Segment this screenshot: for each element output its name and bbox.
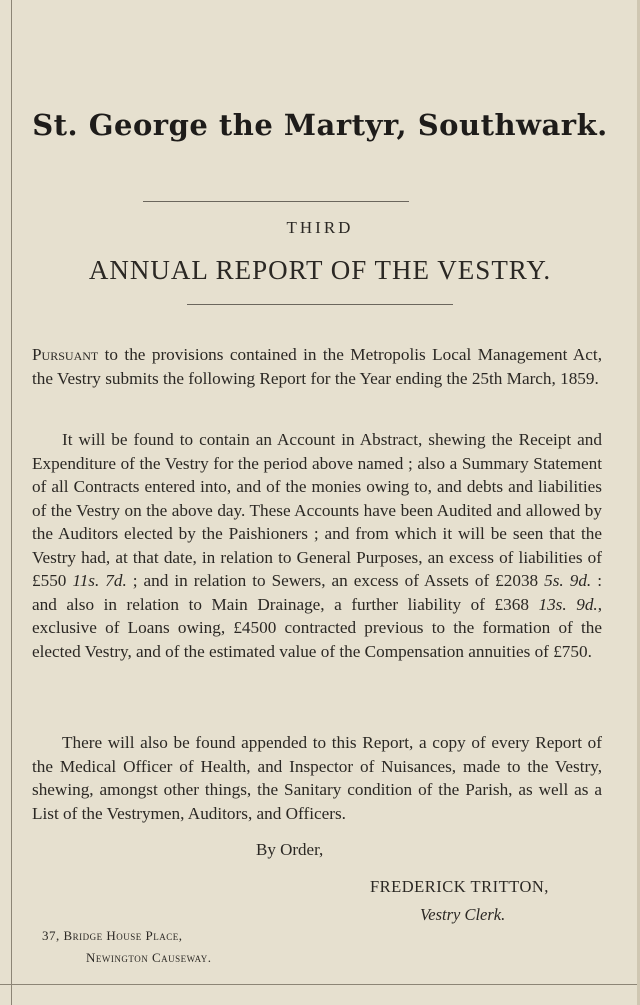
amount-shillings-1: 11s. [72, 571, 100, 590]
signatory-name: FREDERICK TRITTON, [370, 877, 549, 896]
report-ordinal: THIRD [286, 218, 354, 237]
page-left-border [11, 0, 12, 1005]
by-order-line: By Order, [256, 840, 324, 859]
page-bottom-border [0, 984, 640, 985]
parish-heading: St. George the Martyr, Southwark. [32, 108, 608, 142]
accounts-text-a: It will be found to contain an Account in Abstract, shewing the Receipt and Expenditure of the Vestry for the period above named ; also a Summary Statement of all Contracts entered into, and of the monies owing to, and debts and liabilities of the Vestry on the above day. These Accounts have been Audited and allowed by the Auditors elected by the Paishioners ; and from which it will be seen that the Vestry had, at that date, in relation to General Purposes, an excess of liabilities of £550 [32, 430, 602, 590]
amount-pence-1: 7d. [105, 571, 127, 590]
amount-shillings-2: 5s. [544, 571, 564, 590]
amount-pence-2: 9d. [569, 571, 592, 590]
report-title: ANNUAL REPORT OF THE VESTRY. [88, 255, 552, 285]
top-divider [143, 201, 409, 202]
amount-shillings-3: 13s. [538, 594, 567, 614]
amount-pence-3: 9d. [576, 594, 598, 614]
accounts-text-c: : and also in relation to Main Drainage, a further liability of £368 [32, 571, 602, 614]
address-line-2: Newington Causeway. [86, 950, 212, 965]
intro-text: to the provisions contained in the Metropolis Local Management Act, the Vestry submits the following Report for the Year ending the 25th March, 1859. [32, 345, 602, 388]
address-line-1: 37, Bridge House Place, [42, 928, 183, 943]
accounts-paragraph [32, 428, 602, 663]
accounts-text-b: ; and in relation to Sewers, an excess of Assets of £2038 [126, 571, 545, 590]
accounts-text-d: , exclusive of Loans owing, £4500 contracted previous to the formation of the elected Vestry, and of the estimated value of the Compensation annuities of £750. [32, 594, 602, 661]
signatory-role: Vestry Clerk. [420, 905, 506, 924]
intro-lead-word: Pursuant [32, 345, 99, 364]
intro-paragraph [32, 343, 602, 390]
appendix-paragraph: There will also be found appended to this Report, a copy of every Report of the Medical Officer of Health, and Inspector of Nuisances, made to the Vestry, shewing, amongst other things, the Sanitary condition of the Parish, as well as a List of the Vestrymen, Auditors, and Officers. [32, 733, 602, 823]
title-divider [187, 304, 453, 305]
